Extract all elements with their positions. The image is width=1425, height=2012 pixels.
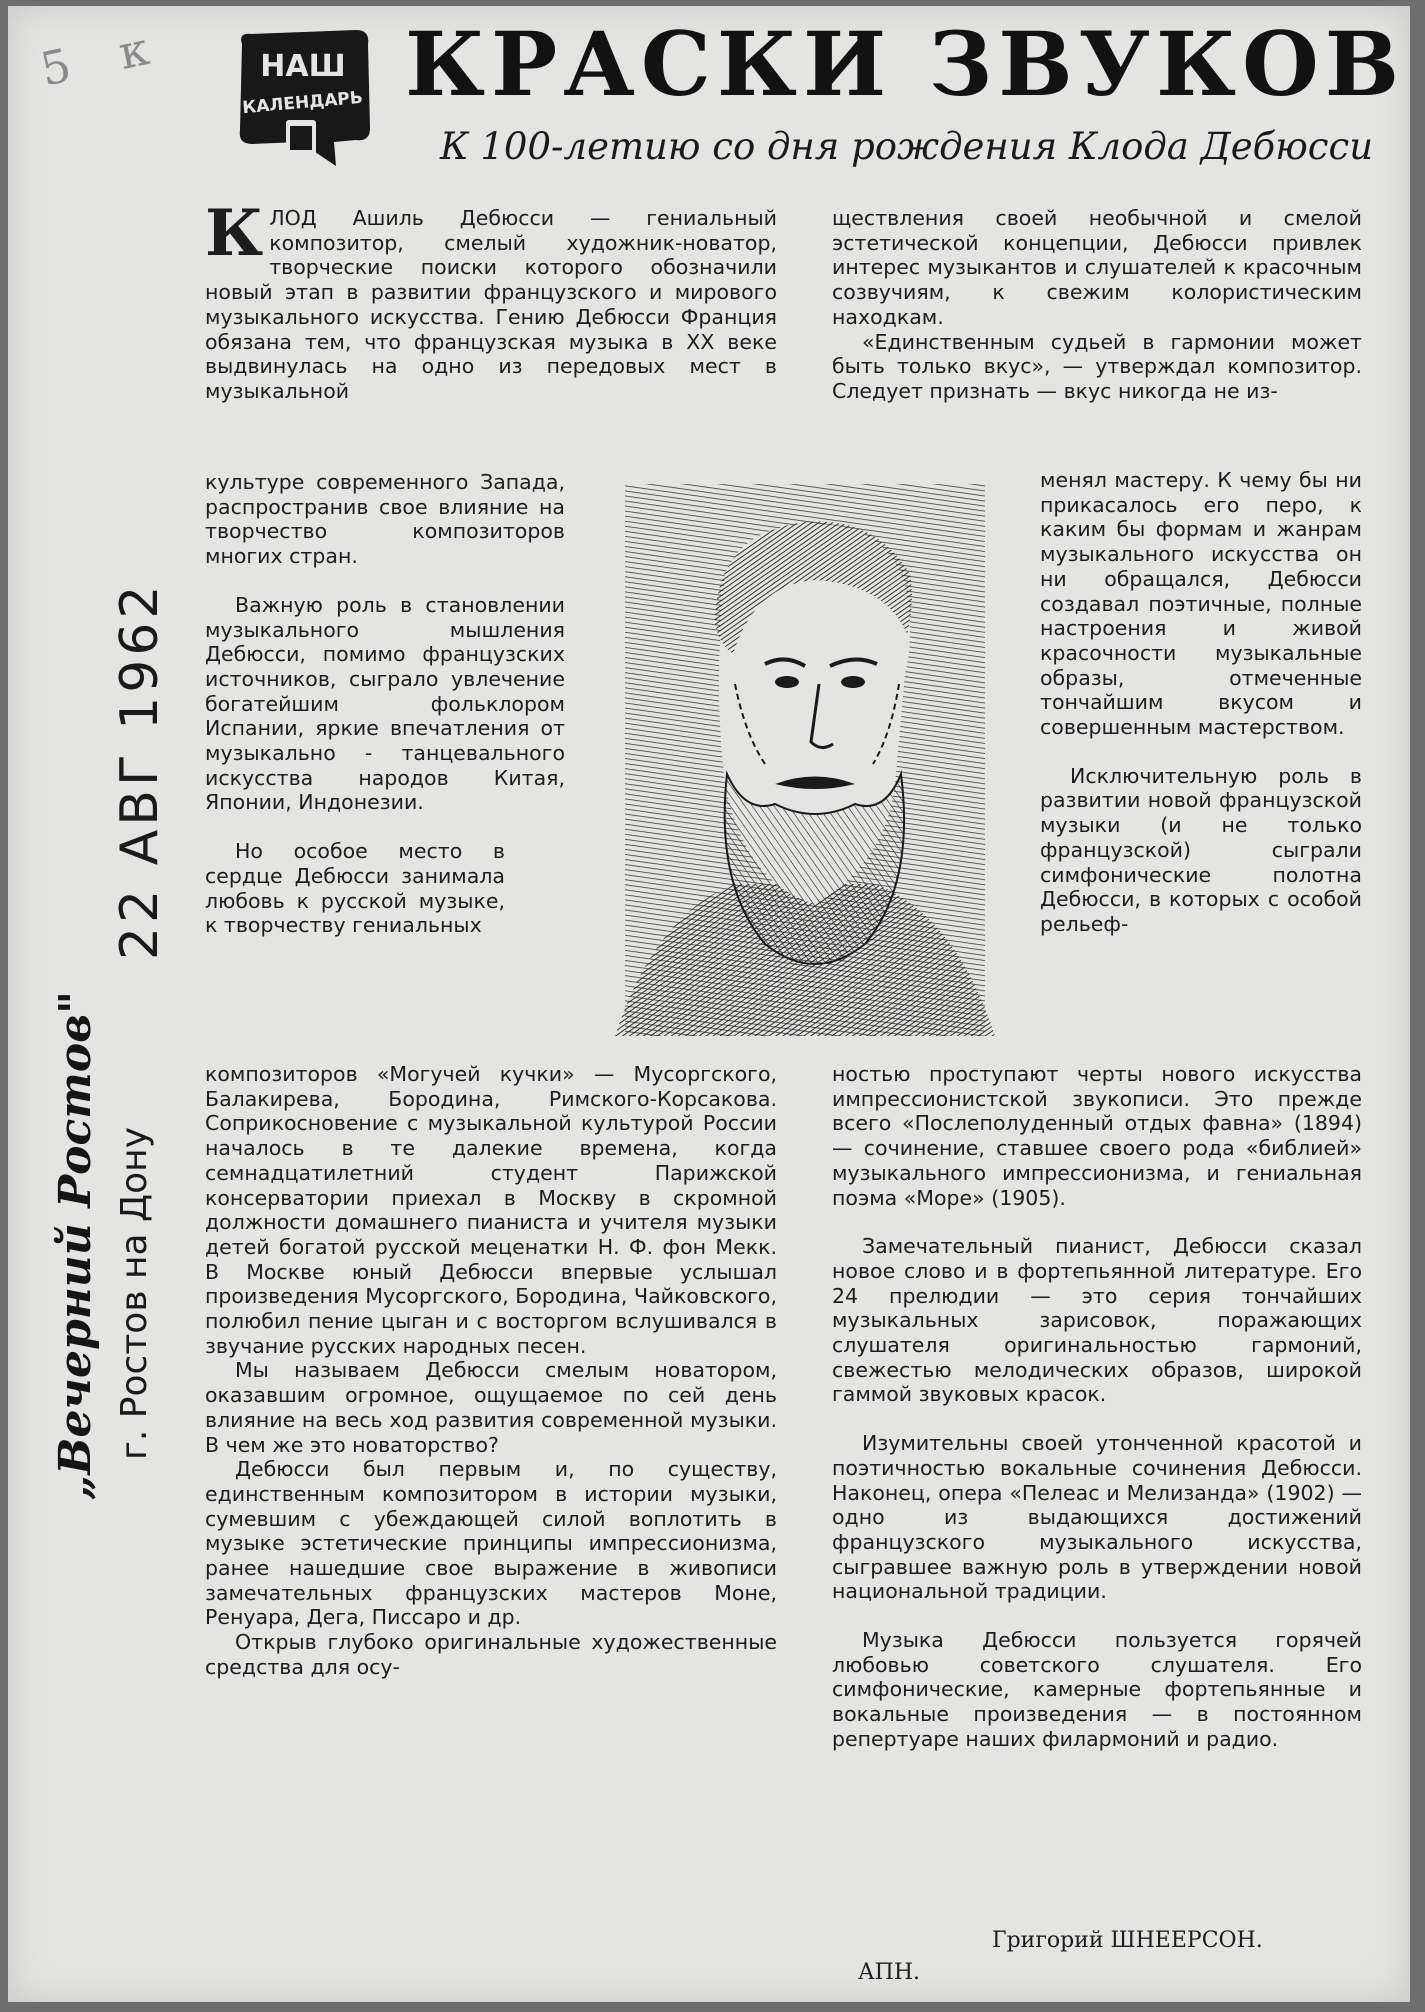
headline: КРАСКИ ЗВУКОВ (405, 12, 1406, 116)
article-right-bottom (832, 1062, 1362, 1752)
subtitle: К 100-летию со дня рождения Клода Дебюсси (440, 125, 1374, 168)
paragraph-4: Мы называем Дебюсси смелым новатором, оказавшим огромное, ощущаемое по сей день влияние на весь ход развития современной музыки. В чем же это новаторство? (205, 1358, 777, 1457)
paragraph-1: ЛОД Ашиль Дебюсси — гениальный композитор, смелый художник-новатор, творческие поиски которого обозначили новый этап в развитии французского и мирового музыкального искусства. Гению Дебюсси Франция обязана тем, что французская музыка в XX веке выдвинулась на одно из передовых мест в музыкальной (205, 206, 777, 403)
paragraph-3a: Но особое место в сердце Дебюсси занимала любовь к русской музыке, к творчеству гениальных (205, 839, 505, 938)
paragraph-r4: Замечательный пианист, Дебюсси сказал новое слово и в фортепьянной литературе. Его 24 прелюдии — это серия тончайших музыкальных зарисовок, поражающих слушателя оригинальностью гармоний, свежестью мелодических образов, широкой гаммой звуковых красок. (832, 1234, 1362, 1407)
paragraph-3b: композиторов «Могучей кучки» — Мусоргского, Балакирева, Бородина, Римского-Корсакова. Соприкосновение с музыкальной культурой России началось в те далекие времена, когда семнадцатилетний студент Парижской консерватории приехал в Москву в скромной должности домашнего пианиста и учителя музыки детей богатой русской меценатки Н. Ф. фон Мекк. В Москве юный Дебюсси впервые услышал произведения Мусоргского, Бородина, Чайковского, полюбил пение цыган и с восторгом вслушивался в звучание русских народных песен. (205, 1062, 777, 1358)
logo-text-2: КАЛЕНДАРЬ (241, 87, 364, 119)
newspaper-stamp (50, 500, 200, 1500)
debussy-portrait-image (615, 484, 995, 1046)
logo-text-1: НАШ (260, 49, 346, 84)
paragraph-r3a: Исключительную роль в развитии новой французской музыки (и не только французской) сыграли симфонические полотна Дебюсси, в которых с особой рельеф- (1040, 763, 1362, 936)
paragraph-r3b: ностью проступают черты нового искусства импрессионистской звукописи. Это прежде всего «Послеполуденный отдых фавна» (1894) — сочинение, ставшее своего рода «библией» музыкального импрессионизма, и гениальная поэма «Море» (1905). (832, 1062, 1362, 1210)
stamp-city: г. Ростов на Дону (114, 1126, 155, 1460)
article-right-narrow (1040, 468, 1362, 937)
paragraph-r2b: менял мастеру. К чему бы ни прикасалось его перо, к каким бы формам и жанрам музыкального искусства он ни обращался, Дебюсси создавал поэтичные, полные настроения и живой красочности музыкальные образы, отмеченные тончайшим вкусом и совершенным мастерством. (1040, 468, 1362, 740)
paragraph-5: Дебюсси был первым и, по существу, единственным композитором в истории музыки, сумевшим с убеждающей силой воплотить в музыке эстетические принципы импрессионизма, ранее нашедшие свое выражение в живописи замечательных французских мастеров Моне, Ренуара, Дега, Писсаро и др. (205, 1457, 777, 1630)
article-right-top (832, 206, 1362, 404)
article-left-narrow (205, 470, 565, 938)
agency-credit: АПН. (858, 1960, 921, 1985)
paragraph-r2a: «Единственным судьей в гармонии может быть только вкус», — утверждал композитор. Следует признать — вкус никогда не из- (832, 329, 1362, 403)
paragraph-1b: культуре современного Запада, распространив свое влияние на творчество композиторов многих стран. (205, 470, 565, 569)
paragraph-r6: Музыка Дебюсси пользуется горячей любовью советского слушателя. Его симфонические, камерные фортепьянные и вокальные произведения — в постоянном репертуаре наших филармоний и радио. (832, 1628, 1362, 1751)
stamp-paper-name: „Вечерний Ростов" (50, 990, 101, 1500)
pencil-mark: 5 к (35, 17, 171, 97)
author-signature: Григорий ШНЕЕРСОН. (992, 1928, 1263, 1953)
calendar-logo-icon (228, 24, 378, 174)
paragraph-r1: ществления своей необычной и смелой эстетической концепции, Дебюсси привлек интерес музыкантов и слушателей к красочным созвучиям, к свежим колористическим находкам. (832, 206, 1362, 329)
article-left-bottom (205, 1062, 777, 1680)
paragraph-2: Важную роль в становлении музыкального мышления Дебюсси, помимо французских источников, сыграло увлечение богатейшим фольклором Испании, яркие впечатления от музыкально - танцевального искусства народов Китая, Японии, Индонезии. (205, 592, 565, 815)
stamp-date: 22 АВГ 1962 (110, 581, 170, 960)
article-left-top (205, 196, 777, 404)
paragraph-r5: Изумительны своей утонченной красотой и поэтичностью вокальные сочинения Дебюсси. Наконец, опера «Пелеас и Мелизанда» (1902) — одно из выдающихся достижений французского музыкального искусства, сыгравшее важную роль в утверждении новой национальной традиции. (832, 1431, 1362, 1604)
drop-cap: К (205, 196, 264, 271)
paragraph-6: Открыв глубоко оригинальные художественные средства для осу- (205, 1630, 777, 1679)
